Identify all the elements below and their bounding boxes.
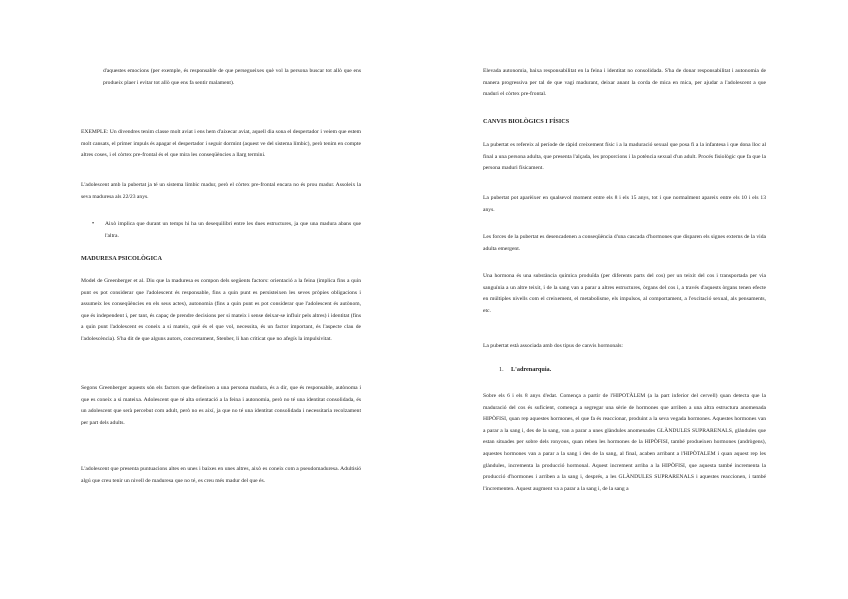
heading-biological-changes: CANVIS BIOLÒGICS I FÍSICS bbox=[483, 118, 570, 125]
paragraph-hormone-cascade: Les forces de la pubertat es desencadenen a conseqüència d'una cascada d'hormones que disparen els signes externs de la vida adulta emergent. bbox=[483, 234, 766, 252]
paragraph-hormonal-changes: La pubertat està associada amb dos tipus de canvis hormonals: bbox=[483, 343, 623, 349]
paragraph-pseudomaturity: L'adolescent que presenta puntuacions altes en unes i baixes en unes altres, això es coneix com a pseudomaduresa. Adultisió algú que creu tenir un nivell de maduresa que no té, es creu més madur del que és. bbox=[81, 466, 361, 484]
list-item-adrenarche bbox=[483, 364, 766, 376]
paragraph-autonomy: Elevada autonomia, baixa responsabilitat en la feina i identitat no consolidada. S'ha de donar responsabilitat i autonomia de manera progressiva per tal de que vagi madurant, deixar anant la corda de mica en mica, per ajudar a l'adolescent a que maduri el còrtex pre-frontal. bbox=[483, 68, 766, 98]
paragraph-greenberger-factors: Segons Greenberger aquests són els factors que defineixen a una persona madura, és a dir, que és responsable, autònoma i que es coneix a si mateixa. Adolescent que té alta orientació a la feina i autonomia, però no té una identitat consolidada, és un adolescent que serà percebut com adult, però no es així, ja que no té una identitat consolidada i necessitaria recolzament per part dels adults. bbox=[81, 385, 361, 426]
paragraph-adrenarche: Sobre els 6 i els 8 anys d'edat. Comença a partir de l'HIPOTÀLEM (a la part inferior del cervell) quan detecta que la maduració del cos és suficient, comença a segregar una sèrie de hormones que arriben a una altra estructura anomenada HIPÒFISI, quan rep aquestes hormones, el que fa és reaccionar, produint a la seva vegada hormones. Aquestes hormones van a parar a la sang i, des de la sang, van a parar a unes glàndules anomenades GLÀNDULES SUPRARENALS, glàndules que estan situades per sobre dels ronyons, quan reben les hormones de la HIPÒFISI, també produeixen hormones (andrògens), aquestes hormones van a parar a la sang i des de la sang, al final, acaben arribant a l'HIPÒTALEM i quan aquest rep les glàndules, incrementa la producció hormonal. Aquest increment arriba a la HIPÒFISI, que aquesta també incrementa la producció d'hormones i arriben a la sang i, després, a les GLÀNDULES SUPRARENALS i aquestes reaccionen, i també l'incrementen. Aquest augment va a parar a la sang i, de la sang a bbox=[483, 393, 766, 492]
bullet-list bbox=[81, 219, 361, 242]
heading-psychological-maturity: MADURESA PSICOLÒGICA bbox=[81, 255, 162, 262]
paragraph-greenberger-model: Model de Greenberger et al. Diu que la maduresa es compon dels següents factors: orientació a la feina (implica fins a quin punt es pot considerar que l'adolescent és responsable, fins a quin punt es persisteixen les seves pròpies obligacions i assumeix les conseqüències en els seus actes), autonomia (fins a quin punt es pot considerar que l'adolescent és autònom, que és independent i, per tant, és capaç de prendre decisions per si mateix i sense deixar-se influir pels altres) i identitat (fins a quin punt l'adolescent es coneix a si mateix, què és el que vol, necessita, és un factor important, és l'aspecte clau de l'adolescència). S'ha dit de que alguns autors, concretament, Stenber, li han criticat que no afegís la impulsivitat. bbox=[81, 278, 361, 342]
paragraph-example: EXEMPLE: Un divendres tenim classe molt aviat i ens hem d'aixecar aviat, aquell dia sona el despertador i veiem que estem molt cansats, el primer impuls és apagar el despertador i seguir dormint (aquest ve del sistema límbic), però tenim en compte altres coses, i el còrtex pre-frontal és el que mira les conseqüències a llarg termini. bbox=[81, 129, 361, 159]
numbered-list bbox=[483, 364, 766, 376]
paragraph-emotions: d'aquestes emocions (per exemple, és responsable de que persegueixes què vol la persona buscar tot allò que ens produeix plaer i evitar tot allò que ens fa sentir malament). bbox=[103, 68, 361, 86]
list-item-label: L'adrenarquia. bbox=[511, 366, 552, 373]
bullet-item-imbalance: • Això implica que durant un temps hi ha un desequilibri entre les dues estructures, ja que una madura abans que l'altra. bbox=[81, 219, 361, 242]
list-number: 1. bbox=[499, 366, 504, 373]
paragraph-puberty-definition: La pubertat es refereix al període de ràpid creixement físic i a la maduració sexual que posa fi a la infantesa i que dona lloc al final a una persona adulta, que presenta l'alçada, les proporcions i la potència sexual d'un adult. Procés fisiològic que fa que la persona maduri físicament. bbox=[483, 142, 766, 172]
paragraph-puberty-age: La pubertat pot aparèixer en qualsevol moment entre els 8 i els 15 anys, tot i que normalment apareix entre els 10 i els 13 anys. bbox=[483, 195, 766, 213]
paragraph-hormone-definition: Una hormona és una substància química produïda (per diferents parts del cos) per un teixit del cos i transportada per via sanguínia a un altre teixit, i de la sang van a parar a altres estructures, òrgans del cos i, a través d'aquests òrgans tenen efecte en múltiples nivells com el creixement, el metabolisme, els impulsos, al comportament, a l'excitació sexual, als pensaments, etc. bbox=[483, 273, 766, 314]
paragraph-adolescent-limbic: L'adolescent amb la pubertat ja té un sistema límbic madur, però el còrtex pre-frontal encara no és prou madur. Assoleix la seva maduresa als 22/23 anys. bbox=[81, 182, 361, 200]
